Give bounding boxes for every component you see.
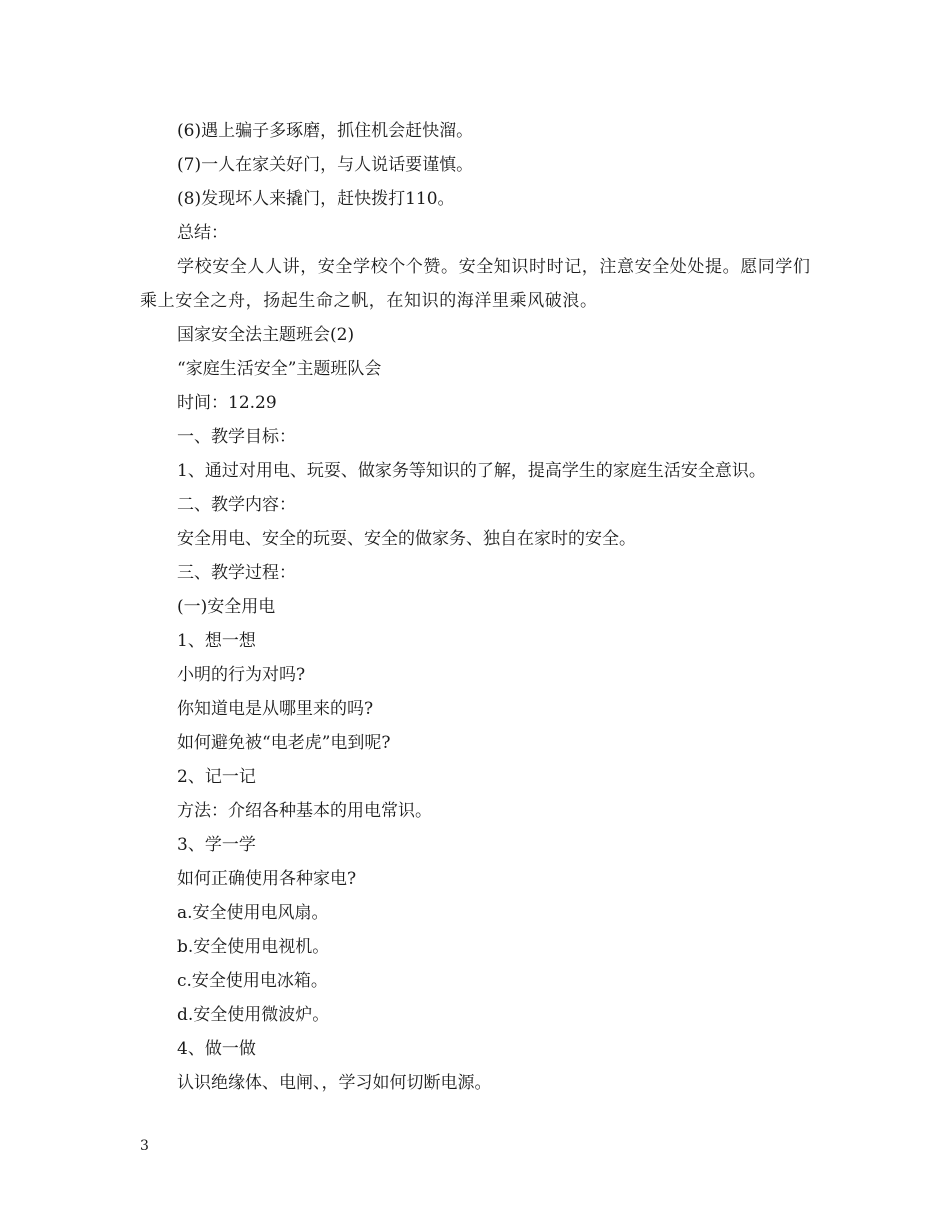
text-line: 4、做一做 [177, 1039, 256, 1059]
text-line: 2、记一记 [177, 767, 256, 787]
text-line: 如何避免被“电老虎”电到呢? [177, 733, 391, 753]
text-line: 安全用电、安全的玩耍、安全的做家务、独自在家时的安全。 [177, 529, 636, 549]
text-line: (6)遇上骗子多琢磨，抓住机会赶快溜。 [177, 121, 474, 141]
lines-after [140, 318, 820, 1100]
text-line: (7)一人在家关好门，与人说话要谨慎。 [177, 155, 474, 175]
text-line: (8)发现坏人来撬门，赶快拨打110。 [177, 189, 455, 209]
text-line: “家庭生活安全”主题班队会 [177, 359, 382, 379]
text-line: (一)安全用电 [177, 597, 276, 617]
text-line: 3、学一学 [177, 835, 256, 855]
text-line: 时间：12.29 [177, 393, 277, 413]
text-line: b.安全使用电视机。 [177, 937, 330, 957]
text-line: 国家安全法主题班会(2) [177, 325, 355, 345]
text-line: 1、通过对用电、玩耍、做家务等知识的了解，提高学生的家庭生活安全意识。 [177, 461, 766, 481]
text-line: 三、教学过程： [177, 563, 296, 583]
document-body [140, 114, 820, 1100]
text-line: 一、教学目标： [177, 427, 296, 447]
text-line: 1、想一想 [177, 631, 256, 651]
page-number: 3 [140, 1138, 149, 1154]
text-line: 如何正确使用各种家电? [177, 869, 357, 889]
text-line: 方法：介绍各种基本的用电常识。 [177, 801, 432, 821]
text-line: d.安全使用微波炉。 [177, 1005, 330, 1025]
text-line: c.安全使用电冰箱。 [177, 971, 328, 991]
lines-before [140, 114, 820, 250]
text-line: 你知道电是从哪里来的吗? [177, 699, 374, 719]
text-line: 认识绝缘体、电闸、，学习如何切断电源。 [177, 1073, 492, 1093]
text-line: 总结： [177, 223, 228, 243]
text-line: a.安全使用电风扇。 [177, 903, 329, 923]
text-line: 二、教学内容： [177, 495, 296, 515]
summary-paragraph: 学校安全人人讲，安全学校个个赞。安全知识时时记，注意安全处处提。愿同学们乘上安全之舟，扬起生命之帆，在知识的海洋里乘风破浪。 [140, 257, 811, 311]
text-line: 小明的行为对吗? [177, 665, 306, 685]
